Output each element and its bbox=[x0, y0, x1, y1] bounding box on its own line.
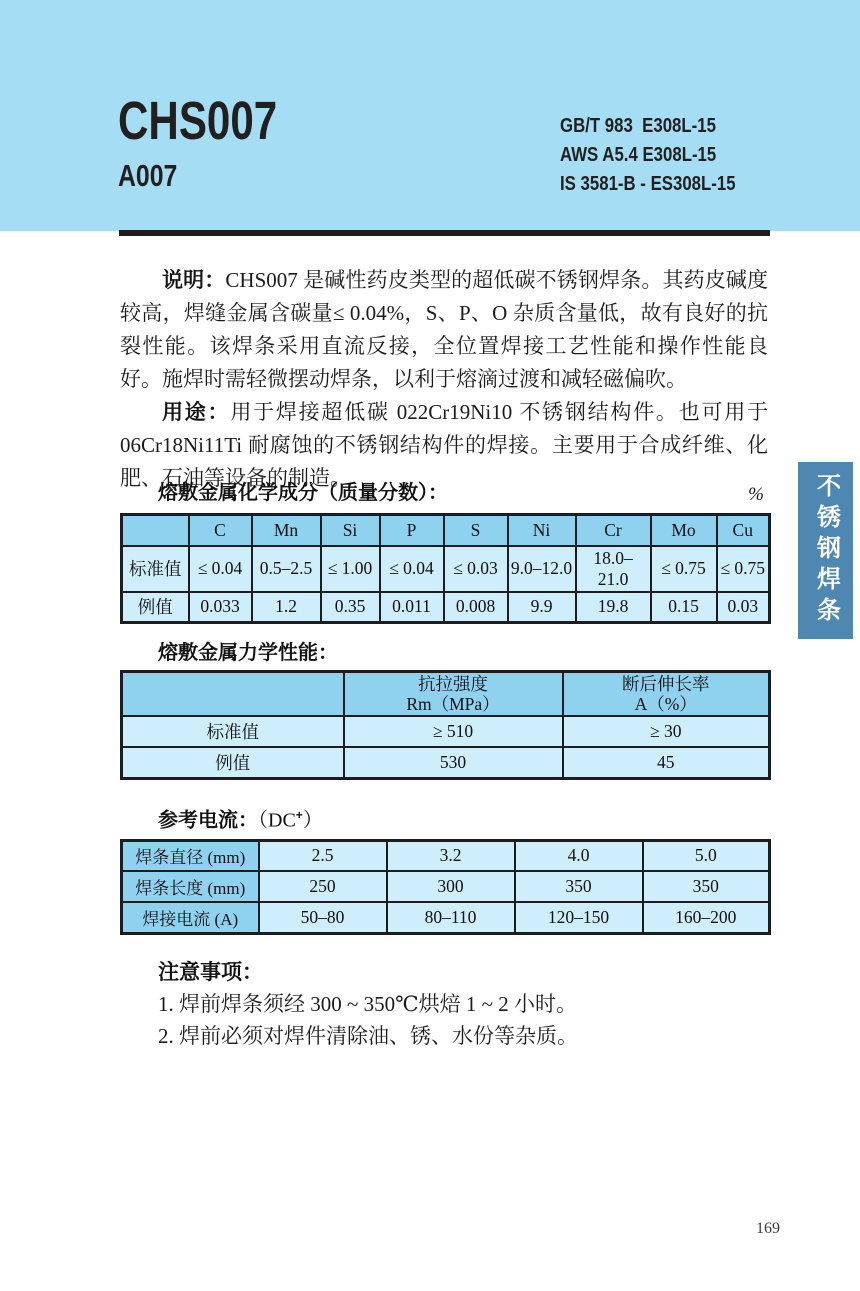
chem-cell: 0.5–2.5 bbox=[252, 546, 321, 592]
mech-col-header-elongation bbox=[563, 672, 770, 717]
note-item: 2. 焊前必须对焊件清除油、锈、水份等杂质。 bbox=[158, 1024, 578, 1048]
standards-list bbox=[560, 112, 769, 199]
description-paragraph bbox=[120, 264, 768, 396]
mech-corner-cell bbox=[122, 672, 344, 717]
description-text: CHS007 是碱性药皮类型的超低碳不锈钢焊条。其药皮碱度较高，焊缝金属含碳量≤ 0.04%，S、P、O 杂质含量低，故有良好的抗裂性能。该焊条采用直流反接，全位置焊接工艺性能和操作性能良好。施焊时需轻微摆动焊条，以利于熔滴过渡和减轻磁偏吹。 bbox=[120, 268, 769, 391]
mech-col-header-line: 抗拉强度 bbox=[418, 674, 488, 694]
chem-col-header: C bbox=[189, 515, 252, 546]
mechanical-properties-section bbox=[120, 640, 768, 780]
notes-title: 注意事项： bbox=[158, 961, 263, 984]
chem-col-header: Cr bbox=[576, 515, 651, 546]
chem-cell: ≤ 0.75 bbox=[717, 546, 770, 592]
chem-col-header: Cu bbox=[717, 515, 770, 546]
current-row-label: 焊条长度 (mm) bbox=[122, 871, 259, 902]
page-number: 169 bbox=[756, 1220, 780, 1237]
page-header bbox=[0, 0, 860, 231]
mech-example-row bbox=[122, 747, 770, 778]
current-cell: 2.5 bbox=[259, 840, 387, 871]
mech-cell: 530 bbox=[344, 747, 563, 778]
chemical-composition-table bbox=[120, 513, 771, 624]
current-diameter-row bbox=[122, 840, 770, 871]
dc-polarity-suffix: ） bbox=[302, 809, 323, 832]
chem-cell: ≤ 0.04 bbox=[380, 546, 444, 592]
current-cell: 250 bbox=[259, 871, 387, 902]
mech-cell: ≥ 510 bbox=[344, 716, 563, 747]
notes-section bbox=[158, 958, 768, 1052]
chem-cell: 1.2 bbox=[252, 592, 321, 623]
mech-col-header-line: Rm（MPa） bbox=[406, 694, 500, 714]
chem-cell: ≤ 0.75 bbox=[651, 546, 717, 592]
chem-cell: 0.35 bbox=[321, 592, 380, 623]
chemical-unit: % bbox=[748, 484, 764, 505]
mech-header-row bbox=[122, 672, 770, 717]
chem-cell: 9.9 bbox=[508, 592, 576, 623]
reference-current-caption bbox=[120, 802, 768, 834]
standard-aws: AWS A5.4 E308L-15 bbox=[560, 144, 717, 166]
usage-label: 用途： bbox=[162, 401, 231, 424]
dc-polarity-sign: + bbox=[295, 808, 303, 822]
category-side-tab-label: 不锈钢焊条 bbox=[812, 473, 840, 628]
current-length-row bbox=[122, 871, 770, 902]
current-row-label: 焊接电流 (A) bbox=[122, 902, 259, 933]
mech-cell: 45 bbox=[563, 747, 770, 778]
chem-cell: 0.033 bbox=[189, 592, 252, 623]
current-cell: 350 bbox=[643, 871, 770, 902]
header-divider bbox=[119, 230, 770, 236]
chem-cell: 0.03 bbox=[717, 592, 770, 623]
current-cell: 350 bbox=[515, 871, 643, 902]
product-model-alt: A007 bbox=[118, 158, 178, 193]
current-cell: 300 bbox=[387, 871, 515, 902]
chem-cell: 19.8 bbox=[576, 592, 651, 623]
chem-cell: 0.008 bbox=[444, 592, 508, 623]
chemical-caption: 熔敷金属化学成分（质量分数）： bbox=[158, 482, 448, 504]
description-label: 说明： bbox=[162, 269, 226, 292]
current-cell: 160–200 bbox=[643, 902, 770, 933]
chem-corner-cell bbox=[122, 515, 189, 546]
chem-col-header: P bbox=[380, 515, 444, 546]
current-cell: 5.0 bbox=[643, 840, 770, 871]
mech-col-header-line: A（%） bbox=[634, 694, 697, 714]
current-cell: 80–110 bbox=[387, 902, 515, 933]
chem-cell: ≤ 0.03 bbox=[444, 546, 508, 592]
chem-col-header: Mo bbox=[651, 515, 717, 546]
reference-current-table bbox=[120, 839, 771, 935]
mechanical-caption: 熔敷金属力学性能： bbox=[158, 642, 338, 664]
reference-current-section bbox=[120, 802, 768, 935]
current-row-label: 焊条直径 (mm) bbox=[122, 840, 259, 871]
chem-col-header: Ni bbox=[508, 515, 576, 546]
description-block bbox=[120, 264, 768, 495]
product-model-title: CHS007 bbox=[118, 91, 278, 151]
chem-header-row bbox=[122, 515, 770, 546]
chemical-caption-row bbox=[120, 480, 768, 506]
mech-cell: ≥ 30 bbox=[563, 716, 770, 747]
chem-cell: 0.15 bbox=[651, 592, 717, 623]
current-cell: 50–80 bbox=[259, 902, 387, 933]
mech-col-header-tensile bbox=[344, 672, 563, 717]
current-amperage-row bbox=[122, 902, 770, 933]
chem-cell: ≤ 1.00 bbox=[321, 546, 380, 592]
chem-cell: 0.011 bbox=[380, 592, 444, 623]
chem-col-header: S bbox=[444, 515, 508, 546]
chem-row-label: 标准值 bbox=[122, 546, 189, 592]
mech-row-label: 标准值 bbox=[122, 716, 344, 747]
note-item: 1. 焊前焊条须经 300 ~ 350℃烘焙 1 ~ 2 小时。 bbox=[158, 992, 577, 1016]
dc-polarity-prefix: （DC bbox=[258, 809, 296, 832]
reference-current-title: 参考电流： bbox=[158, 809, 258, 832]
usage-text: 用于焊接超低碳 022Cr19Ni10 不锈钢结构件。也可用于 06Cr18Ni11Ti 耐腐蚀的不锈钢结构件的焊接。主要用于合成纤维、化肥、石油等设备的制造。 bbox=[120, 400, 769, 490]
chem-col-header: Mn bbox=[252, 515, 321, 546]
mechanical-properties-table bbox=[120, 670, 771, 780]
chem-cell: 9.0–12.0 bbox=[508, 546, 576, 592]
chemical-composition-section bbox=[120, 480, 768, 624]
chem-standard-row bbox=[122, 546, 770, 592]
current-cell: 120–150 bbox=[515, 902, 643, 933]
mech-row-label: 例值 bbox=[122, 747, 344, 778]
standard-is: IS 3581-B - ES308L-15 bbox=[560, 173, 736, 195]
chem-cell: 18.0–21.0 bbox=[576, 546, 651, 592]
chem-row-label: 例值 bbox=[122, 592, 189, 623]
chem-cell: ≤ 0.04 bbox=[189, 546, 252, 592]
current-cell: 4.0 bbox=[515, 840, 643, 871]
category-side-tab bbox=[798, 462, 853, 639]
chem-example-row bbox=[122, 592, 770, 623]
current-cell: 3.2 bbox=[387, 840, 515, 871]
mech-col-header-line: 断后伸长率 bbox=[622, 674, 710, 694]
standard-gbt: GB/T 983 E308L-15 bbox=[560, 115, 716, 137]
mech-standard-row bbox=[122, 716, 770, 747]
chem-col-header: Si bbox=[321, 515, 380, 546]
